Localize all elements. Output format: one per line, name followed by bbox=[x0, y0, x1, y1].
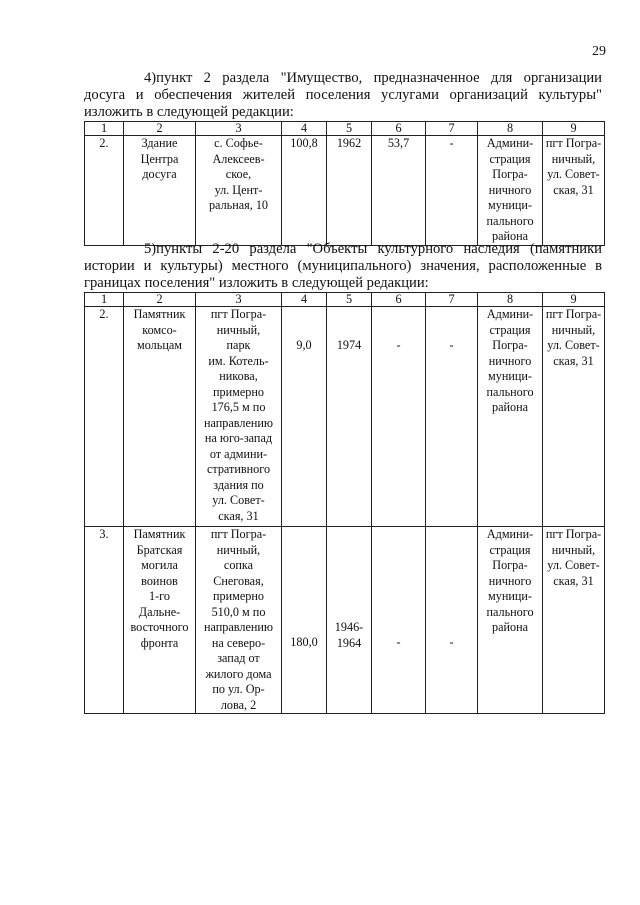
table-row bbox=[85, 527, 605, 714]
section5-line: границах поселения" изложить в следующей редакции: bbox=[84, 275, 429, 291]
section4-line: досуга и обеспечения жителей поселения услугами организаций культуры" bbox=[84, 87, 602, 103]
column-header: 2 bbox=[124, 293, 196, 307]
object-address: с. Софье- Алексеев- ское, ул. Цент- ральная, 10 bbox=[196, 136, 282, 246]
year-value: 1946- 1964 bbox=[327, 527, 372, 714]
column-header: 3 bbox=[196, 122, 282, 136]
area-value: 100,8 bbox=[282, 136, 327, 246]
heritage-table bbox=[84, 292, 605, 714]
owner: Админи- страция Погра- ничного муници- пального района bbox=[478, 527, 543, 714]
section5-line: истории и культуры) местного (муниципального) значения, расположенные в bbox=[84, 258, 602, 274]
area-value: 9,0 bbox=[282, 307, 327, 527]
column7-value: - bbox=[426, 136, 478, 246]
column-header: 5 bbox=[327, 122, 372, 136]
object-name: Здание Центра досуга bbox=[124, 136, 196, 246]
column7-value: - bbox=[426, 307, 478, 527]
owner: Админи- страция Погра- ничного муници- пального района bbox=[478, 136, 543, 246]
column-header: 1 bbox=[85, 293, 124, 307]
column-header: 2 bbox=[124, 122, 196, 136]
year-value: 1962 bbox=[327, 136, 372, 246]
section4-line: изложить в следующей редакции: bbox=[84, 104, 294, 120]
section5-line: 5)пункты 2-20 раздела "Объекты культурного наследия (памятники bbox=[144, 241, 602, 257]
table-header-row bbox=[85, 293, 605, 307]
column6-value: - bbox=[372, 527, 426, 714]
column6-value: 53,7 bbox=[372, 136, 426, 246]
section4-paragraph bbox=[84, 70, 602, 121]
column-header: 8 bbox=[478, 122, 543, 136]
column-header: 6 bbox=[372, 122, 426, 136]
property-table bbox=[84, 121, 605, 246]
table-row bbox=[85, 307, 605, 527]
table-row bbox=[85, 136, 605, 246]
column-header: 4 bbox=[282, 122, 327, 136]
column-header: 8 bbox=[478, 293, 543, 307]
section5-paragraph bbox=[84, 241, 602, 292]
object-name: Памятник Братская могила воинов 1-го Дальне- восточного фронта bbox=[124, 527, 196, 714]
column-header: 7 bbox=[426, 293, 478, 307]
column-header: 5 bbox=[327, 293, 372, 307]
row-number: 2. bbox=[85, 307, 124, 527]
section4-line: 4)пункт 2 раздела "Имущество, предназначенное для организации bbox=[144, 70, 602, 86]
table-header-row bbox=[85, 122, 605, 136]
owner: Админи- страция Погра- ничного муници- пального района bbox=[478, 307, 543, 527]
row-number: 2. bbox=[85, 136, 124, 246]
column-header: 7 bbox=[426, 122, 478, 136]
page-number: 29 bbox=[592, 44, 606, 59]
column-header: 9 bbox=[543, 122, 605, 136]
column-header: 1 bbox=[85, 122, 124, 136]
column-header: 4 bbox=[282, 293, 327, 307]
column6-value: - bbox=[372, 307, 426, 527]
column-header: 9 bbox=[543, 293, 605, 307]
column-header: 6 bbox=[372, 293, 426, 307]
owner-location: пгт Погра- ничный, ул. Совет- ская, 31 bbox=[543, 527, 605, 714]
object-address: пгт Погра- ничный, парк им. Котель- никова, примерно 176,5 м по направлению на юго-запад от админи- стративного здания по ул. Совет- ская, 31 bbox=[196, 307, 282, 527]
owner-location: пгт Погра- ничный, ул. Совет- ская, 31 bbox=[543, 307, 605, 527]
row-number: 3. bbox=[85, 527, 124, 714]
area-value: 180,0 bbox=[282, 527, 327, 714]
column7-value: - bbox=[426, 527, 478, 714]
year-value: 1974 bbox=[327, 307, 372, 527]
column-header: 3 bbox=[196, 293, 282, 307]
object-address: пгт Погра- ничный, сопка Снеговая, примерно 510,0 м по направлению на северо- запад от жилого дома по ул. Ор- лова, 2 bbox=[196, 527, 282, 714]
owner-location: пгт Погра- ничный, ул. Совет- ская, 31 bbox=[543, 136, 605, 246]
object-name: Памятник комсо- мольцам bbox=[124, 307, 196, 527]
